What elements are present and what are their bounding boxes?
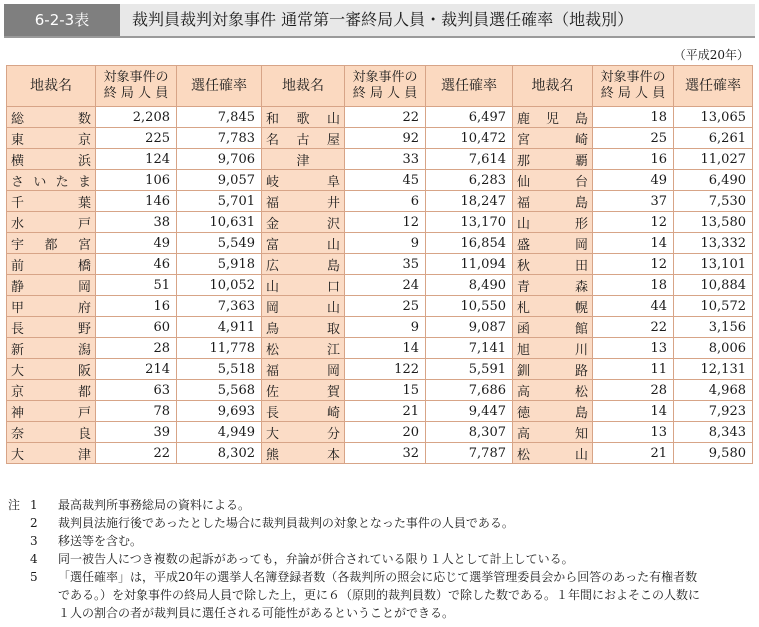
case-count: 22 [345,107,426,128]
case-count: 9 [345,233,426,254]
note-continuation: である。）を対象事件の終局人員で除した上，更に６（原則的裁判員数）で除した数である。１年間におよそこの人数に [58,588,701,602]
court-name: 福 井 [262,191,345,212]
table-row [7,233,753,254]
case-count: 25 [593,128,674,149]
selection-rate: 9,693 [177,401,262,422]
header-rate: 選任確率 [177,66,262,107]
note-continuation: １人の割合の者が裁判員に選任される可能性があるということができる。 [58,606,455,620]
selection-rate: 8,490 [426,275,513,296]
case-count: 21 [345,401,426,422]
case-count: 22 [593,317,674,338]
selection-rate: 18,247 [426,191,513,212]
header-rate: 選任確率 [674,66,753,107]
case-count: 60 [96,317,177,338]
court-name: 釧 路 [513,359,593,380]
selection-rate: 11,094 [426,254,513,275]
court-name: 東 京 [7,128,96,149]
note-item: 注 1 最高裁判所事務総局の資料による。 [8,498,251,512]
case-count: 44 [593,296,674,317]
note-item: 5 「選任確率」は，平成20年の選挙人名簿登録者数（各裁判所の照会に応じて選挙管理委員会から回答のあった有権者数 [30,570,698,584]
selection-rate: 7,845 [177,107,262,128]
case-count: 14 [593,401,674,422]
case-count: 28 [593,380,674,401]
selection-rate: 8,006 [674,338,753,359]
court-name: 長 崎 [262,401,345,422]
case-count: 146 [96,191,177,212]
court-name: 高 松 [513,380,593,401]
selection-rate: 5,518 [177,359,262,380]
notes-label: 注 [8,498,21,512]
case-count: 21 [593,443,674,464]
court-name: 那 覇 [513,149,593,170]
case-count: 106 [96,170,177,191]
case-count: 39 [96,422,177,443]
selection-rate: 4,911 [177,317,262,338]
header-count: 対象事件の 終 局 人 員 [345,66,426,107]
selection-rate: 13,101 [674,254,753,275]
table-row [7,401,753,422]
court-name: 宇 都 宮 [7,233,96,254]
selection-rate: 6,497 [426,107,513,128]
selection-rate: 5,918 [177,254,262,275]
selection-rate: 9,447 [426,401,513,422]
selection-rate: 16,854 [426,233,513,254]
selection-rate: 6,283 [426,170,513,191]
case-count: 25 [345,296,426,317]
case-count: 92 [345,128,426,149]
selection-rate: 13,065 [674,107,753,128]
court-name: 京 都 [7,380,96,401]
selection-rate: 12,131 [674,359,753,380]
selection-rate: 5,591 [426,359,513,380]
court-name: 宮 崎 [513,128,593,149]
court-name: 横 浜 [7,149,96,170]
note-item: 2 裁判員法施行後であったとした場合に裁判員裁判の対象となった事件の人員である。 [30,516,514,530]
table-row [7,254,753,275]
selection-rate: 8,307 [426,422,513,443]
court-name: 高 知 [513,422,593,443]
court-name: 静 岡 [7,275,96,296]
court-name: 福 岡 [262,359,345,380]
case-count: 122 [345,359,426,380]
table-row [7,170,753,191]
court-name: 神 戸 [7,401,96,422]
case-count: 38 [96,212,177,233]
case-count: 18 [593,275,674,296]
selection-rate: 10,572 [674,296,753,317]
case-count: 2,208 [96,107,177,128]
table-body [7,107,753,464]
court-name: 大 津 [7,443,96,464]
case-count: 22 [96,443,177,464]
selection-rate: 8,302 [177,443,262,464]
case-count: 12 [593,254,674,275]
case-count: 78 [96,401,177,422]
case-count: 16 [96,296,177,317]
selection-rate: 10,631 [177,212,262,233]
selection-rate: 10,884 [674,275,753,296]
table-row [7,380,753,401]
court-name: 青 森 [513,275,593,296]
selection-rate: 7,530 [674,191,753,212]
selection-rate: 4,968 [674,380,753,401]
court-name: 奈 良 [7,422,96,443]
note-item: 4 同一被告人につき複数の起訴があっても，弁論が併合されている限り１人として計上している。 [30,552,574,566]
selection-rate: 13,170 [426,212,513,233]
court-name: 佐 賀 [262,380,345,401]
selection-rate: 5,549 [177,233,262,254]
court-name: 大 阪 [7,359,96,380]
selection-rate: 7,787 [426,443,513,464]
court-name: 熊 本 [262,443,345,464]
court-name: 名 古 屋 [262,128,345,149]
case-count: 14 [593,233,674,254]
selection-rate: 5,568 [177,380,262,401]
case-count: 16 [593,149,674,170]
header-row [7,66,753,107]
selection-rate: 7,614 [426,149,513,170]
court-name: 鳥 取 [262,317,345,338]
court-name: 新 潟 [7,338,96,359]
court-name: 広 島 [262,254,345,275]
table-row [7,212,753,233]
case-count: 12 [593,212,674,233]
court-name: 盛 岡 [513,233,593,254]
case-count: 46 [96,254,177,275]
court-name: さ い た ま [7,170,96,191]
court-name: 千 葉 [7,191,96,212]
table-row [7,422,753,443]
court-name: 岐 阜 [262,170,345,191]
court-name: 鹿 児 島 [513,107,593,128]
case-count: 11 [593,359,674,380]
court-name: 山 口 [262,275,345,296]
selection-rate: 9,057 [177,170,262,191]
selection-rate: 10,472 [426,128,513,149]
table-row [7,107,753,128]
year-note: （平成20年） [673,48,749,62]
court-name: 福 島 [513,191,593,212]
table-row [7,191,753,212]
header-court: 地裁名 [513,66,593,107]
table-row [7,296,753,317]
selection-rate: 13,332 [674,233,753,254]
court-name: 松 山 [513,443,593,464]
header-court: 地裁名 [262,66,345,107]
selection-rate: 11,027 [674,149,753,170]
selection-rate: 7,923 [674,401,753,422]
selection-rate: 7,686 [426,380,513,401]
selection-rate: 10,052 [177,275,262,296]
case-count: 124 [96,149,177,170]
case-count: 214 [96,359,177,380]
case-count: 28 [96,338,177,359]
selection-rate: 7,783 [177,128,262,149]
case-count: 14 [345,338,426,359]
table-row [7,317,753,338]
table-row [7,128,753,149]
case-count: 49 [593,170,674,191]
header-count: 対象事件の 終 局 人 員 [96,66,177,107]
selection-rate: 5,701 [177,191,262,212]
case-count: 49 [96,233,177,254]
selection-rate: 4,949 [177,422,262,443]
case-count: 45 [345,170,426,191]
table-row [7,443,753,464]
selection-rate: 8,343 [674,422,753,443]
case-count: 6 [345,191,426,212]
selection-rate: 3,156 [674,317,753,338]
court-name: 長 野 [7,317,96,338]
selection-rate: 7,141 [426,338,513,359]
court-name: 旭 川 [513,338,593,359]
table-row [7,149,753,170]
notes [8,496,754,622]
case-count: 35 [345,254,426,275]
case-count: 24 [345,275,426,296]
court-name: 仙 台 [513,170,593,191]
case-count: 20 [345,422,426,443]
court-table [6,65,753,464]
table-row [7,275,753,296]
court-name: 徳 島 [513,401,593,422]
court-name: 富 山 [262,233,345,254]
note-item: 3 移送等を含む。 [30,534,143,548]
case-count: 15 [345,380,426,401]
court-name: 岡 山 [262,296,345,317]
case-count: 225 [96,128,177,149]
selection-rate: 13,580 [674,212,753,233]
selection-rate: 6,261 [674,128,753,149]
court-name: 前 橋 [7,254,96,275]
table-row [7,338,753,359]
table-row [7,359,753,380]
court-name: 函 館 [513,317,593,338]
title-bar [4,4,755,38]
selection-rate: 6,490 [674,170,753,191]
case-count: 63 [96,380,177,401]
court-name: 大 分 [262,422,345,443]
case-count: 33 [345,149,426,170]
case-count: 13 [593,338,674,359]
case-count: 32 [345,443,426,464]
selection-rate: 9,087 [426,317,513,338]
header-count: 対象事件の 終 局 人 員 [593,66,674,107]
header-rate: 選任確率 [426,66,513,107]
court-name: 津 [262,149,345,170]
selection-rate: 7,363 [177,296,262,317]
court-name: 秋 田 [513,254,593,275]
court-name: 松 江 [262,338,345,359]
selection-rate: 11,778 [177,338,262,359]
case-count: 51 [96,275,177,296]
case-count: 9 [345,317,426,338]
table-number: 6-2-3表 [4,4,120,36]
page-title: 裁判員裁判対象事件 通常第一審終局人員・裁判員選任確率（地裁別） [132,10,634,29]
court-name: 山 形 [513,212,593,233]
court-name: 水 戸 [7,212,96,233]
case-count: 12 [345,212,426,233]
court-name: 甲 府 [7,296,96,317]
case-count: 37 [593,191,674,212]
header-court: 地裁名 [7,66,96,107]
case-count: 18 [593,107,674,128]
court-name: 金 沢 [262,212,345,233]
selection-rate: 10,550 [426,296,513,317]
court-name: 札 幌 [513,296,593,317]
selection-rate: 9,706 [177,149,262,170]
court-name: 和 歌 山 [262,107,345,128]
case-count: 13 [593,422,674,443]
selection-rate: 9,580 [674,443,753,464]
court-name: 総 数 [7,107,96,128]
